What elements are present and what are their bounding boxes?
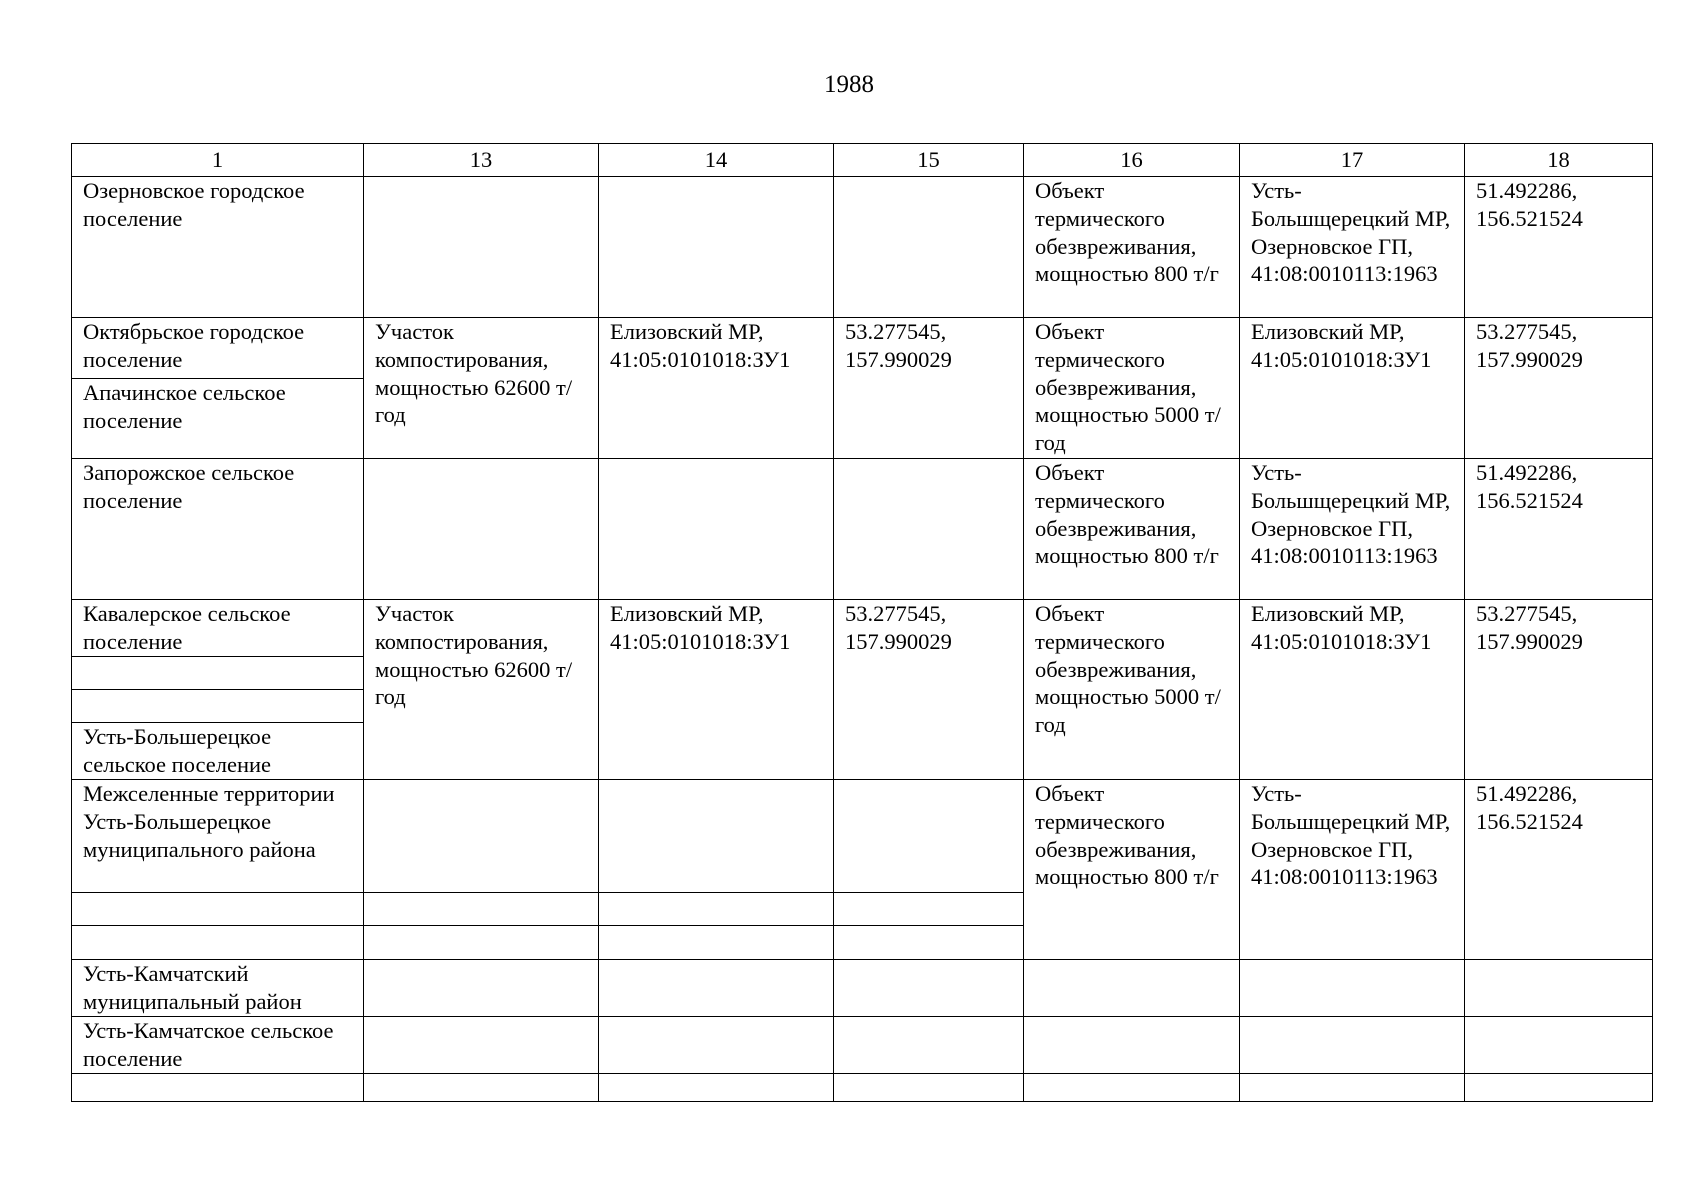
- table-cell: [364, 459, 599, 600]
- table-cell: [1024, 1074, 1240, 1102]
- location-cell: Усть-Большщерецкий МР, Озерновское ГП, 41:08:0010113:1963: [1240, 780, 1465, 960]
- coordinates-cell: 53.277545, 157.990029: [834, 318, 1024, 459]
- table-cell: [364, 893, 599, 926]
- settlement-cell: Усть-Камчатский муниципальный район: [72, 960, 364, 1017]
- settlement-cell: Озерновское городское поселение: [72, 177, 364, 318]
- table-cell: [834, 1074, 1024, 1102]
- table-cell: [599, 926, 834, 960]
- coordinates-cell: 51.492286, 156.521524: [1465, 459, 1653, 600]
- table-row: [72, 1017, 1653, 1074]
- table-cell: [834, 960, 1024, 1017]
- column-header: 17: [1240, 144, 1465, 177]
- header-row: [72, 144, 1653, 177]
- location-cell: Елизовский МР, 41:05:0101018:ЗУ1: [1240, 600, 1465, 780]
- table-cell: [1240, 960, 1465, 1017]
- thermal-facility-cell: Объект термического обезвреживания, мощностью 5000 т/год: [1024, 600, 1240, 780]
- table-cell: [599, 1017, 834, 1074]
- column-header: 16: [1024, 144, 1240, 177]
- thermal-facility-cell: Объект термического обезвреживания, мощностью 800 т/г: [1024, 177, 1240, 318]
- table-cell: [72, 893, 364, 926]
- settlement-cell: Кавалерское сельское поселение: [72, 600, 364, 657]
- coordinates-cell: 53.277545, 157.990029: [1465, 318, 1653, 459]
- coordinates-cell: 53.277545, 157.990029: [834, 600, 1024, 780]
- settlement-cell: Октябрьское городское поселение: [72, 318, 364, 379]
- coordinates-cell: 51.492286, 156.521524: [1465, 780, 1653, 960]
- coordinates-cell: 53.277545, 157.990029: [1465, 600, 1653, 780]
- table-row: [72, 780, 1653, 893]
- table-cell: [1240, 1017, 1465, 1074]
- column-header: 15: [834, 144, 1024, 177]
- column-header: 18: [1465, 144, 1653, 177]
- table-cell: [72, 657, 364, 690]
- table-cell: [834, 177, 1024, 318]
- table-cell: [364, 1074, 599, 1102]
- table-cell: [1465, 960, 1653, 1017]
- table-cell: [599, 177, 834, 318]
- table-row: [72, 177, 1653, 318]
- table-cell: [834, 1017, 1024, 1074]
- table-cell: [364, 177, 599, 318]
- table-cell: [364, 780, 599, 893]
- page-number: 1988: [824, 71, 874, 98]
- table-cell: [599, 780, 834, 893]
- table-row: [72, 600, 1653, 657]
- table-cell: [834, 893, 1024, 926]
- compost-site-cell: Участок компостирования, мощностью 62600 т/год: [364, 318, 599, 459]
- location-cell: Елизовский МР, 41:05:0101018:ЗУ1: [599, 600, 834, 780]
- coordinates-cell: 51.492286, 156.521524: [1465, 177, 1653, 318]
- location-cell: Елизовский МР, 41:05:0101018:ЗУ1: [599, 318, 834, 459]
- compost-site-cell: Участок компостирования, мощностью 62600 т/год: [364, 600, 599, 780]
- settlement-cell: Усть-Большерецкое сельское поселение: [72, 723, 364, 780]
- settlement-cell: Межселенные территории Усть-Большерецкое муниципального района: [72, 780, 364, 893]
- settlement-cell: Усть-Камчатское сельское поселение: [72, 1017, 364, 1074]
- table-cell: [1465, 1074, 1653, 1102]
- table-cell: [1240, 1074, 1465, 1102]
- column-header: 14: [599, 144, 834, 177]
- table-cell: [599, 960, 834, 1017]
- table-cell: [599, 1074, 834, 1102]
- table-cell: [599, 893, 834, 926]
- table-row: [72, 459, 1653, 600]
- table-cell: [1024, 960, 1240, 1017]
- waste-facilities-table: [71, 143, 1653, 1102]
- table-cell: [1024, 1017, 1240, 1074]
- table-cell: [834, 780, 1024, 893]
- table-cell: [72, 926, 364, 960]
- table-row: [72, 960, 1653, 1017]
- column-header: 1: [72, 144, 364, 177]
- table-row: [72, 1074, 1653, 1102]
- thermal-facility-cell: Объект термического обезвреживания, мощностью 5000 т/год: [1024, 318, 1240, 459]
- table-cell: [364, 926, 599, 960]
- thermal-facility-cell: Объект термического обезвреживания, мощностью 800 т/г: [1024, 459, 1240, 600]
- table-cell: [1465, 1017, 1653, 1074]
- table-cell: [834, 926, 1024, 960]
- settlement-cell: Запорожское сельское поселение: [72, 459, 364, 600]
- table-cell: [72, 690, 364, 723]
- location-cell: Усть-Большщерецкий МР, Озерновское ГП, 41:08:0010113:1963: [1240, 177, 1465, 318]
- table-cell: [834, 459, 1024, 600]
- table-cell: [72, 1074, 364, 1102]
- location-cell: Усть-Большщерецкий МР, Озерновское ГП, 41:08:0010113:1963: [1240, 459, 1465, 600]
- table-cell: [364, 1017, 599, 1074]
- table-row: [72, 318, 1653, 379]
- location-cell: Елизовский МР, 41:05:0101018:ЗУ1: [1240, 318, 1465, 459]
- column-header: 13: [364, 144, 599, 177]
- table-cell: [599, 459, 834, 600]
- thermal-facility-cell: Объект термического обезвреживания, мощностью 800 т/г: [1024, 780, 1240, 960]
- table-cell: [364, 960, 599, 1017]
- settlement-cell: Апачинское сельское поселение: [72, 379, 364, 459]
